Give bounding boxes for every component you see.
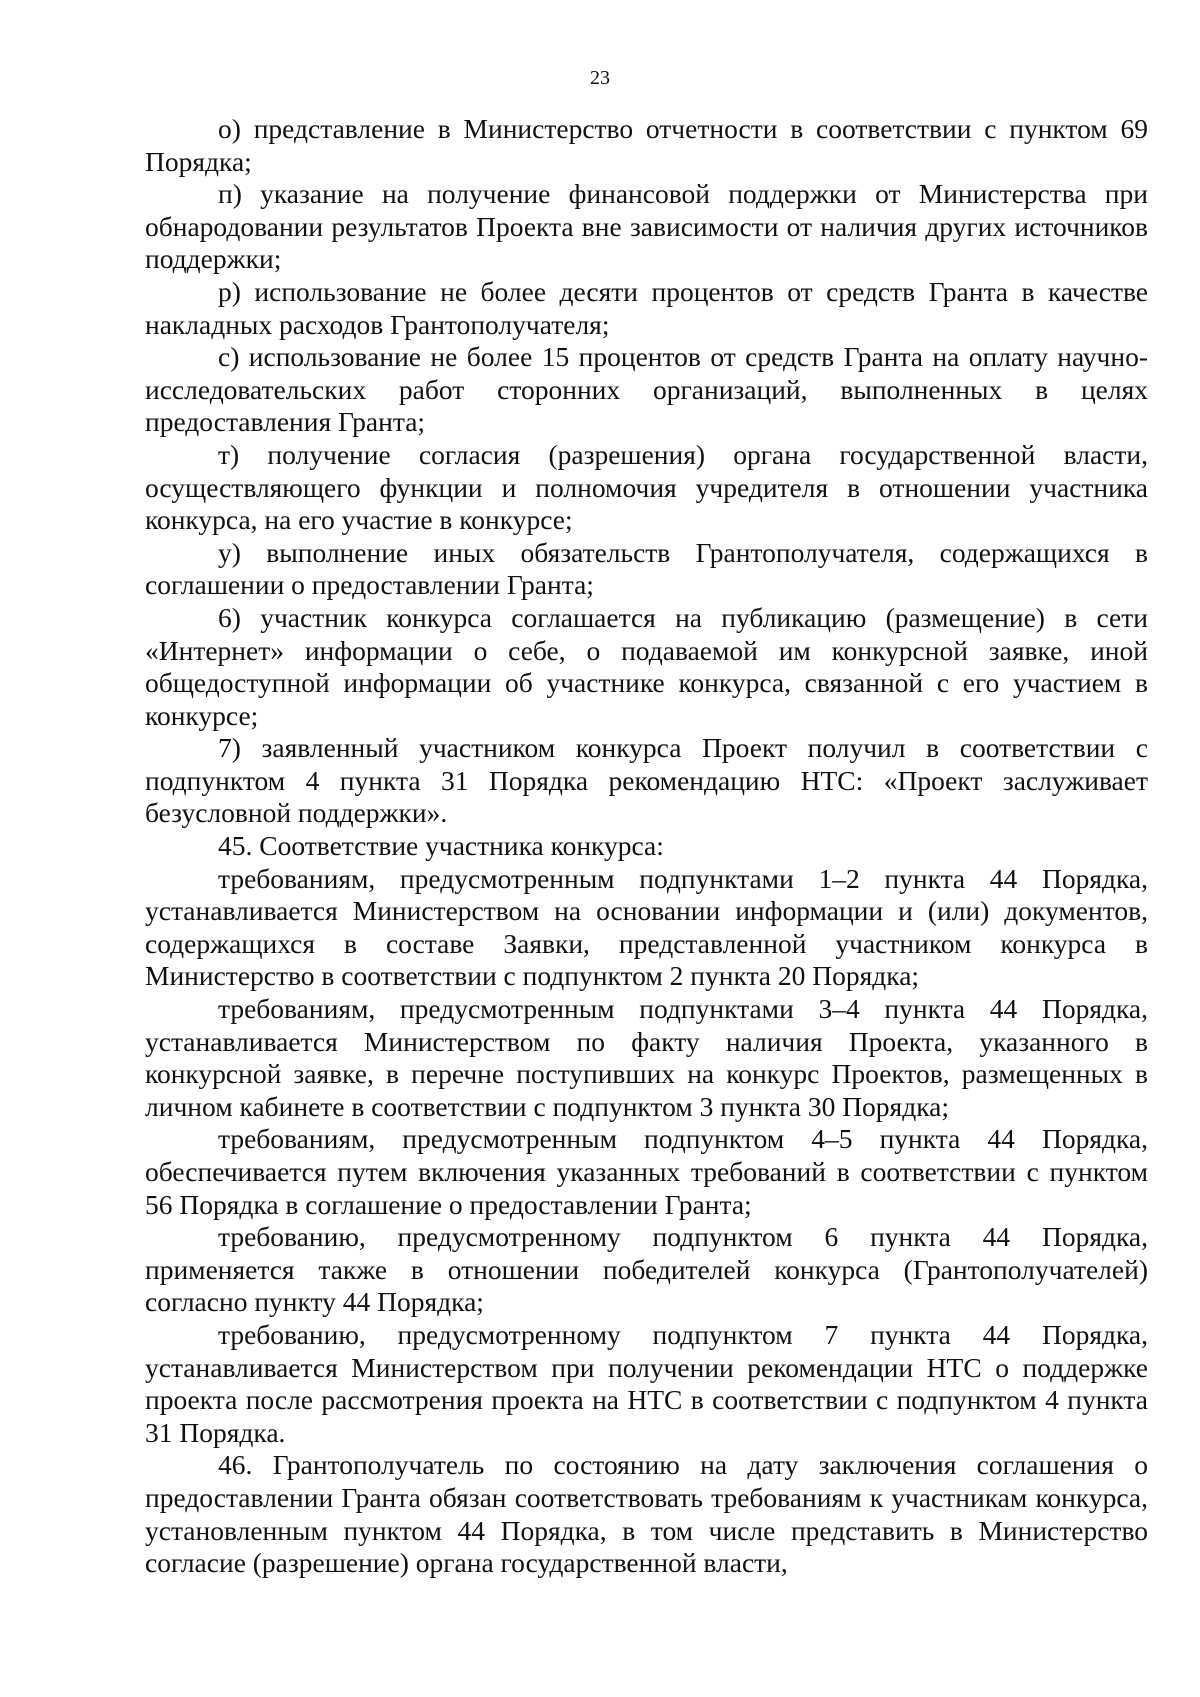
- paragraph-45-req-4-5: требованиям, предусмотренным подпунктом 4–5 пункта 44 Порядка, обеспечивается путем включения указанных требований в соответствии с пунктом 56 Порядка в соглашение о предоставлении Гранта;: [145, 1123, 1148, 1220]
- paragraph-45-req-7: требованию, предусмотренному подпунктом 7 пункта 44 Порядка, устанавливается Министерством при получении рекомендации НТС о поддержке проекта после рассмотрения проекта на НТС в соответствии с подпунктом 4 пункта 31 Порядка.: [145, 1318, 1148, 1448]
- paragraph-t-consent: т) получение согласия (разрешения) органа государственной власти, осуществляющего функции и полномочия учредителя в отношении участника конкурса, на его участие в конкурсе;: [145, 438, 1148, 536]
- paragraph-s-research-costs: с) использование не более 15 процентов от средств Гранта на оплату научно-исследовательских работ сторонних организаций, выполненных в целях предоставления Гранта;: [145, 341, 1148, 438]
- paragraph-o-reporting: о) представление в Министерство отчетности в соответствии с пунктом 69 Порядка;: [145, 113, 1148, 177]
- document-body: [145, 113, 1148, 1580]
- paragraph-45-req-1-2: требованиям, предусмотренным подпунктами 1–2 пункта 44 Порядка, устанавливается Министерством на основании информации и (или) документов, содержащихся в составе Заявки, представленной участником конкурса в Министерство в соответствии с подпунктом 2 пункта 20 Порядка;: [145, 862, 1148, 992]
- page-number: 23: [590, 67, 610, 89]
- paragraph-7-recommendation: 7) заявленный участником конкурса Проект получил в соответствии с подпунктом 4 пункта 31 Порядка рекомендацию НТС: «Проект заслуживает безусловной поддержки».: [145, 732, 1148, 829]
- paragraph-p-support-mention: п) указание на получение финансовой поддержки от Министерства при обнародовании результатов Проекта вне зависимости от наличия других источников поддержки;: [145, 178, 1148, 275]
- paragraph-u-obligations: у) выполнение иных обязательств Грантополучателя, содержащихся в соглашении о предоставлении Гранта;: [145, 536, 1148, 601]
- paragraph-46: 46. Грантополучатель по состоянию на дату заключения соглашения о предоставлении Гранта обязан соответствовать требованиям к участникам конкурса, установленным пунктом 44 Порядка, в том числе представить в Министерство согласие (разрешение) органа государственной власти,: [145, 1449, 1148, 1579]
- paragraph-45-req-3-4: требованиям, предусмотренным подпунктами 3–4 пункта 44 Порядка, устанавливается Министерством по факту наличия Проекта, указанного в конкурсной заявке, в перечне поступивших на конкурс Проектов, размещенных в личном кабинете в соответствии с подпунктом 3 пункта 30 Порядка;: [145, 993, 1148, 1122]
- paragraph-r-overhead: р) использование не более десяти процентов от средств Гранта в качестве накладных расходов Грантополучателя;: [145, 275, 1148, 340]
- paragraph-45-req-6: требованию, предусмотренному подпунктом 6 пункта 44 Порядка, применяется также в отношении победителей конкурса (Грантополучателей) согласно пункту 44 Порядка;: [145, 1221, 1148, 1318]
- paragraph-45-heading: 45. Соответствие участника конкурса:: [218, 830, 664, 862]
- paragraph-6-publication: 6) участник конкурса соглашается на публикацию (размещение) в сети «Интернет» информации о себе, о подаваемой им конкурсной заявке, иной общедоступной информации об участнике конкурса, связанной с его участием в конкурсе;: [145, 601, 1148, 731]
